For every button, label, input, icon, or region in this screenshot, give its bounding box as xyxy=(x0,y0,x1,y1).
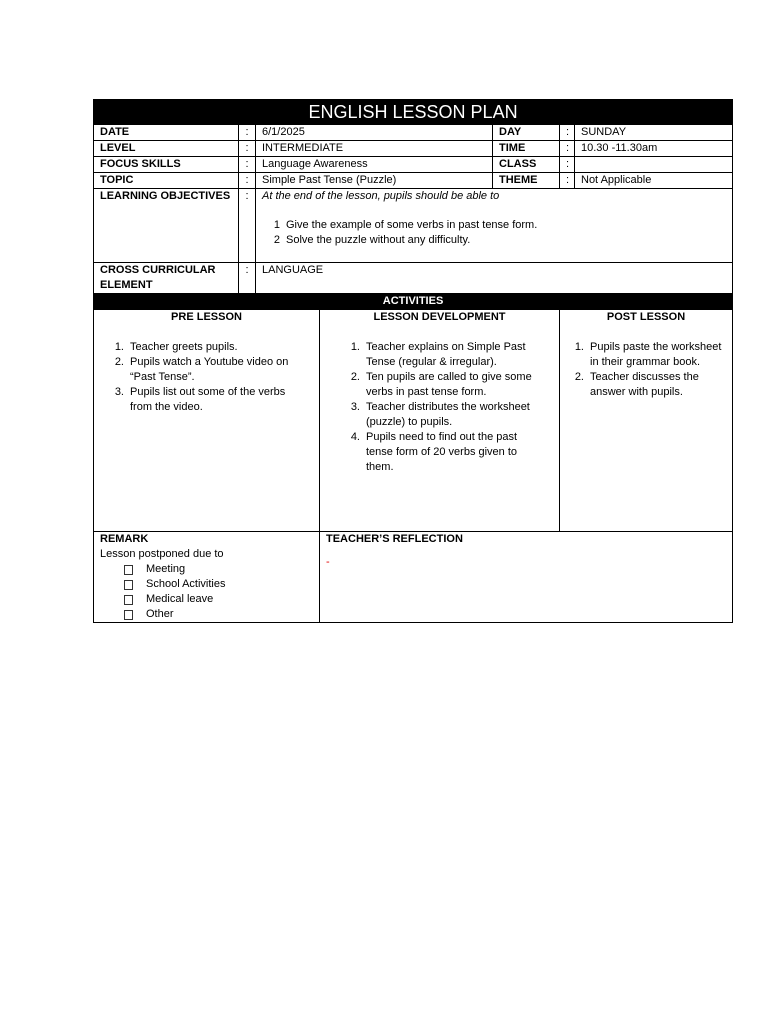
date-label: DATE xyxy=(94,125,239,141)
learning-objectives-list xyxy=(262,218,726,248)
pre-lesson-heading: PRE LESSON xyxy=(171,311,242,323)
level-value: INTERMEDIATE xyxy=(256,141,493,157)
item-text: Ten pupils are called to give some verbs in past tense form. xyxy=(366,371,532,398)
reflection-cell xyxy=(320,532,733,623)
lesson-plan-table xyxy=(93,99,733,623)
list-item xyxy=(106,340,305,355)
class-value xyxy=(575,157,733,173)
reflection-value: - xyxy=(326,556,330,568)
checkbox-icon[interactable] xyxy=(124,580,133,590)
remark-option-other[interactable] xyxy=(100,607,313,622)
option-label: Other xyxy=(146,608,174,620)
item-text: Teacher explains on Simple Past Tense (regular & irregular). xyxy=(366,341,526,368)
level-label: LEVEL xyxy=(94,141,239,157)
option-label: Medical leave xyxy=(146,593,214,605)
focus-skills-label: FOCUS SKILLS xyxy=(94,157,239,173)
row-learning-objectives xyxy=(94,189,733,263)
option-label: School Activities xyxy=(146,578,226,590)
lesson-development-column xyxy=(320,310,560,532)
list-item xyxy=(342,340,547,370)
post-lesson-column xyxy=(560,310,733,532)
list-item xyxy=(566,340,722,370)
time-value: 10.30 -11.30am xyxy=(575,141,733,157)
time-label: TIME xyxy=(493,141,560,157)
item-text: Teacher distributes the worksheet (puzzle) to pupils. xyxy=(366,401,530,428)
post-lesson-heading: POST LESSON xyxy=(606,311,686,323)
day-value: SUNDAY xyxy=(575,125,733,141)
item-number: 3. xyxy=(350,401,360,413)
colon: : xyxy=(560,173,575,189)
colon: : xyxy=(560,141,575,157)
item-number: 4. xyxy=(350,431,360,443)
item-number: 1 xyxy=(273,219,280,231)
list-item xyxy=(106,355,305,385)
pre-lesson-list xyxy=(100,340,313,415)
topic-value: Simple Past Tense (Puzzle) xyxy=(256,173,493,189)
learning-objectives-content xyxy=(256,189,733,263)
checkbox-icon[interactable] xyxy=(124,595,133,605)
remark-option-school-activities[interactable] xyxy=(100,577,313,592)
lesson-development-list xyxy=(326,340,553,475)
list-item xyxy=(262,218,726,233)
topic-label: TOPIC xyxy=(94,173,239,189)
item-text: Pupils paste the worksheet in their grammar book. xyxy=(590,341,722,368)
item-text: Give the example of some verbs in past tense form. xyxy=(286,219,538,231)
activities-bar: ACTIVITIES xyxy=(94,294,733,310)
checkbox-icon[interactable] xyxy=(124,610,133,620)
item-number: 2 xyxy=(273,234,280,246)
row-topic-theme xyxy=(94,173,733,189)
remark-option-meeting[interactable] xyxy=(100,562,313,577)
colon: : xyxy=(239,263,256,294)
lesson-plan-document xyxy=(93,99,732,623)
colon: : xyxy=(239,173,256,189)
list-item xyxy=(342,370,547,400)
colon: : xyxy=(239,125,256,141)
item-number: 1. xyxy=(114,341,124,353)
list-item xyxy=(342,430,547,475)
item-text: Pupils list out some of the verbs from the video. xyxy=(130,386,286,413)
colon: : xyxy=(239,189,256,263)
item-number: 2. xyxy=(574,371,584,383)
list-item xyxy=(342,400,547,430)
item-text: Teacher greets pupils. xyxy=(130,341,238,353)
item-number: 1. xyxy=(574,341,584,353)
item-number: 2. xyxy=(350,371,360,383)
list-item xyxy=(106,385,305,415)
learning-objectives-label: LEARNING OBJECTIVES xyxy=(94,189,239,263)
class-label: CLASS xyxy=(493,157,560,173)
remark-label: REMARK xyxy=(100,533,149,545)
item-text: Pupils need to find out the past tense form of 20 verbs given to them. xyxy=(366,431,518,473)
pre-lesson-column xyxy=(94,310,320,532)
remark-intro: Lesson postponed due to xyxy=(100,548,224,560)
remark-options xyxy=(100,562,313,622)
colon: : xyxy=(560,125,575,141)
post-lesson-list xyxy=(566,340,726,400)
checkbox-icon[interactable] xyxy=(124,565,133,575)
item-number: 2. xyxy=(114,356,124,368)
remark-option-medical-leave[interactable] xyxy=(100,592,313,607)
item-text: Solve the puzzle without any difficulty. xyxy=(286,234,471,246)
remark-cell xyxy=(94,532,320,623)
list-item xyxy=(566,370,722,400)
option-label: Meeting xyxy=(146,563,186,575)
focus-skills-value: Language Awareness xyxy=(256,157,493,173)
colon: : xyxy=(560,157,575,173)
cross-curricular-value: LANGUAGE xyxy=(256,263,733,294)
item-number: 1. xyxy=(350,341,360,353)
row-remark-reflection xyxy=(94,532,733,623)
theme-label: THEME xyxy=(493,173,560,189)
reflection-label: TEACHER’S REFLECTION xyxy=(326,533,463,545)
colon: : xyxy=(239,157,256,173)
item-text: Teacher discusses the answer with pupils. xyxy=(590,371,699,398)
document-title: ENGLISH LESSON PLAN xyxy=(94,100,733,125)
item-number: 3. xyxy=(114,386,124,398)
row-activities xyxy=(94,310,733,532)
theme-value: Not Applicable xyxy=(575,173,733,189)
row-date-day xyxy=(94,125,733,141)
colon: : xyxy=(239,141,256,157)
row-focus-class xyxy=(94,157,733,173)
lesson-development-heading: LESSON DEVELOPMENT xyxy=(373,311,506,323)
cross-curricular-label: CROSS CURRICULAR ELEMENT xyxy=(94,263,239,294)
day-label: DAY xyxy=(493,125,560,141)
row-cross-curricular xyxy=(94,263,733,294)
learning-objectives-intro: At the end of the lesson, pupils should be able to xyxy=(262,190,500,202)
list-item xyxy=(262,233,726,248)
row-level-time xyxy=(94,141,733,157)
date-value: 6/1/2025 xyxy=(256,125,493,141)
item-text: Pupils watch a Youtube video on “Past Tense”. xyxy=(130,356,289,383)
